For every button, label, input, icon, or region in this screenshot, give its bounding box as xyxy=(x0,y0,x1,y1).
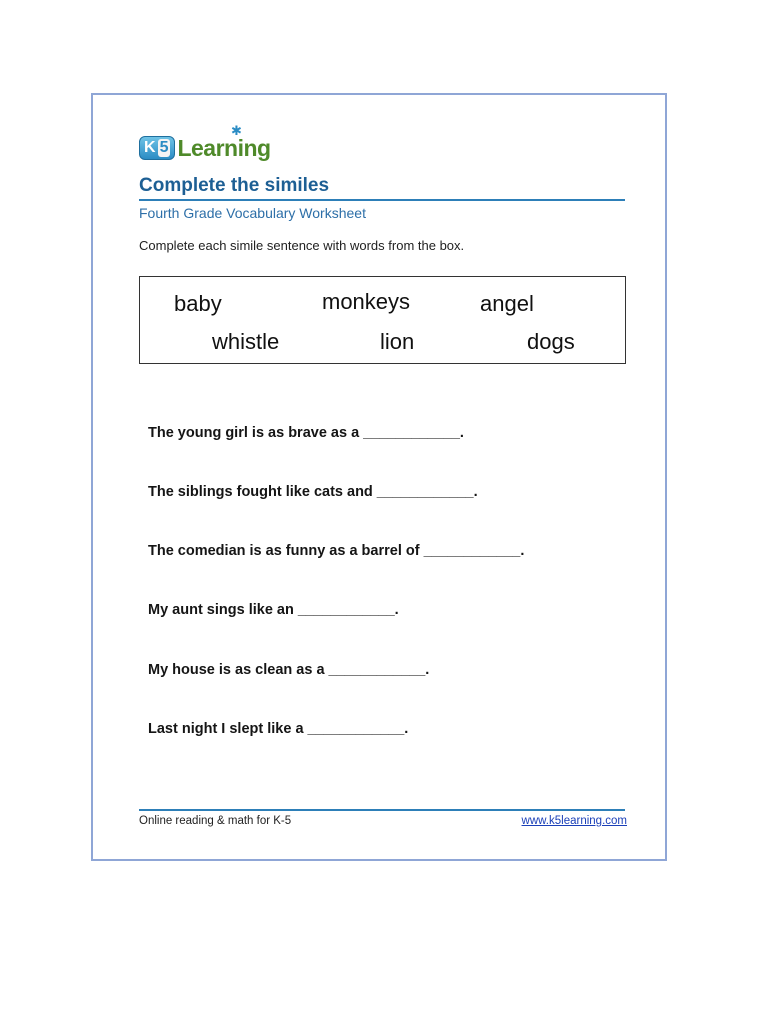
word-bank-item: dogs xyxy=(527,329,575,354)
worksheet-subtitle: Fourth Grade Vocabulary Worksheet xyxy=(139,205,366,221)
word-bank-item: angel xyxy=(480,291,534,316)
logo-badge-letter: K xyxy=(144,139,156,156)
sentence-item: My aunt sings like an ____________. xyxy=(148,602,399,618)
instructions: Complete each simile sentence with words from the box. xyxy=(139,238,465,253)
sentence-item: My house is as clean as a ____________. xyxy=(148,662,430,678)
sentence-item: The young girl is as brave as a ____________. xyxy=(148,425,464,441)
word-bank-item: monkeys xyxy=(322,289,411,314)
logo-badge-number: 5 xyxy=(159,139,169,156)
word-bank-item: baby xyxy=(174,291,222,316)
footer-divider xyxy=(139,809,625,811)
sentence-item: The siblings fought like cats and ____________. xyxy=(148,484,478,500)
worksheet-page xyxy=(91,93,667,861)
word-bank-item: whistle xyxy=(212,329,280,354)
sentence-item: Last night I slept like a ____________. xyxy=(148,721,409,737)
title-divider xyxy=(139,199,625,201)
k5-learning-logo xyxy=(139,123,271,163)
footer-website-link[interactable]: www.k5learning.com xyxy=(521,815,627,827)
worksheet-title: Complete the similes xyxy=(139,175,330,196)
logo-badge xyxy=(139,136,175,160)
footer-tagline: Online reading & math for K-5 xyxy=(139,815,292,827)
word-bank-item: lion xyxy=(380,329,415,354)
star-burst-icon: ✱ xyxy=(231,123,242,138)
sentence-item: The comedian is as funny as a barrel of ____________. xyxy=(148,543,525,559)
logo-word: Learning xyxy=(177,134,271,161)
word-bank-box xyxy=(139,276,626,364)
